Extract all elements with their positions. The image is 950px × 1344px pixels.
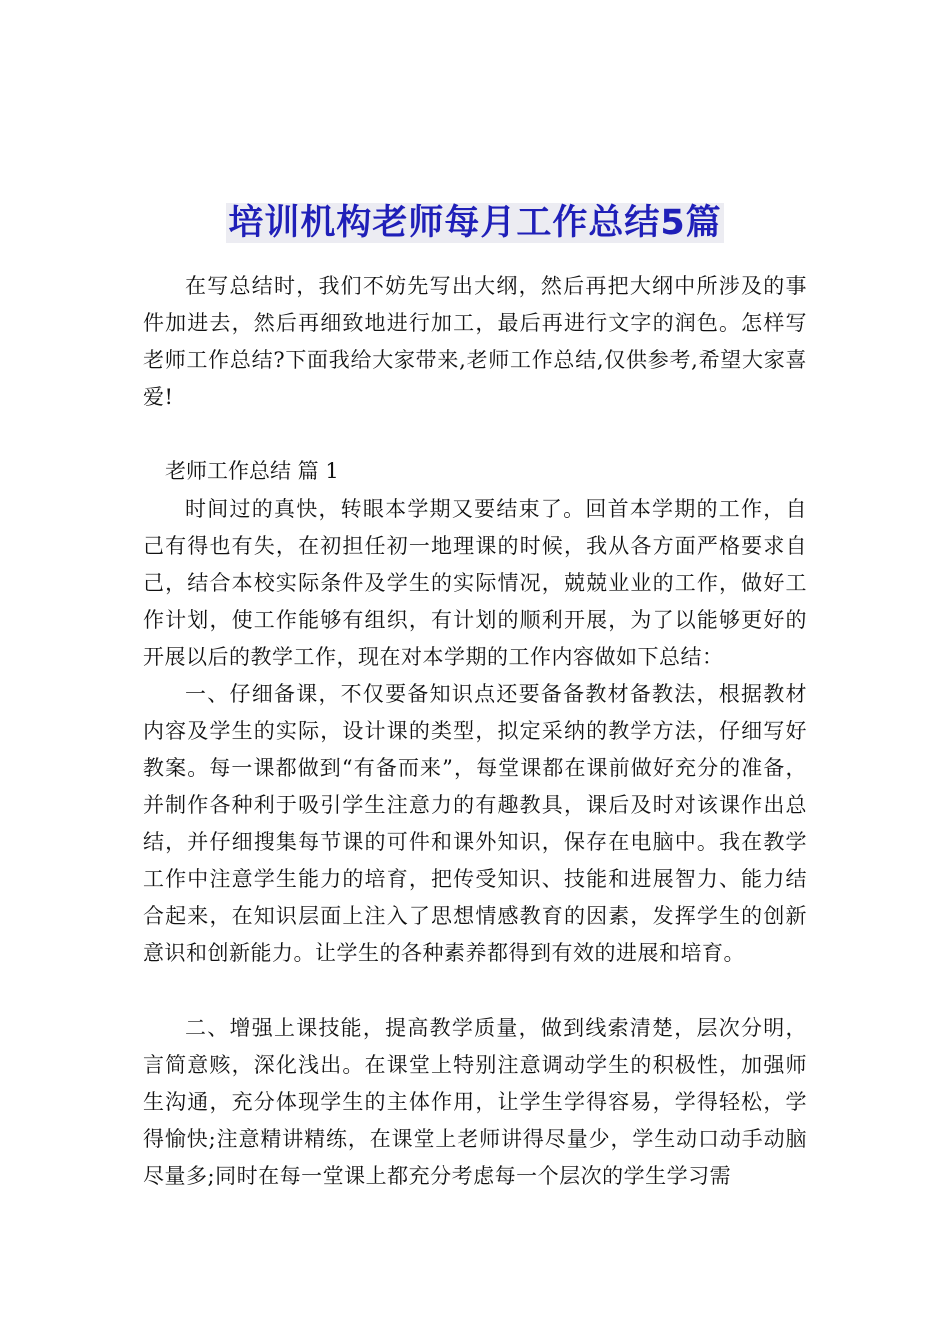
- section-heading: 老师工作总结 篇 1: [165, 459, 339, 483]
- body-paragraph-1: 时间过的真快，转眼本学期又要结束了。回首本学期的工作，自己有得也有失，在初担任初一地理课的时候，我从各方面严格要求自己，结合本校实际条件及学生的实际情况，兢兢业业的工作，做好工作计划，使工作能够有组织，有计划的顺利开展，为了以能够更好的开展以后的教学工作，现在对本学期的工作内容做如下总结：: [143, 497, 807, 669]
- document-title-text: 培训机构老师每月工作总结5篇: [228, 203, 722, 244]
- body-paragraph-3: 二、增强上课技能，提高教学质量，做到线索清楚，层次分明，言简意赅，深化浅出。在课堂上特别注意调动学生的积极性，加强师生沟通，充分体现学生的主体作用，让学生学得容易，学得轻松，学得愉快;注意精讲精练，在课堂上老师讲得尽量少，学生动口动手动脑尽量多;同时在每一堂课上都充分考虑每一个层次的学生学习需: [143, 1016, 807, 1188]
- document-title: [0, 199, 950, 247]
- body-paragraph-2: 一、仔细备课，不仅要备知识点还要备备教材备教法，根据教材内容及学生的实际，设计课的类型，拟定采纳的教学方法，仔细写好教案。每一课都做到“有备而来”，每堂课都在课前做好充分的准备，并制作各种利于吸引学生注意力的有趣教具，课后及时对该课作出总结，并仔细搜集每节课的可件和课外知识，保存在电脑中。我在教学工作中注意学生能力的培育，把传受知识、技能和进展智力、能力结合起来，在知识层面上注入了思想情感教育的因素，发挥学生的创新意识和创新能力。让学生的各种素养都得到有效的进展和培育。: [143, 682, 807, 965]
- intro-paragraph: 在写总结时，我们不妨先写出大纲，然后再把大纲中所涉及的事件加进去，然后再细致地进行加工，最后再进行文字的润色。怎样写老师工作总结?下面我给大家带来,老师工作总结,仅供参考,希望大家喜爱!: [143, 274, 807, 409]
